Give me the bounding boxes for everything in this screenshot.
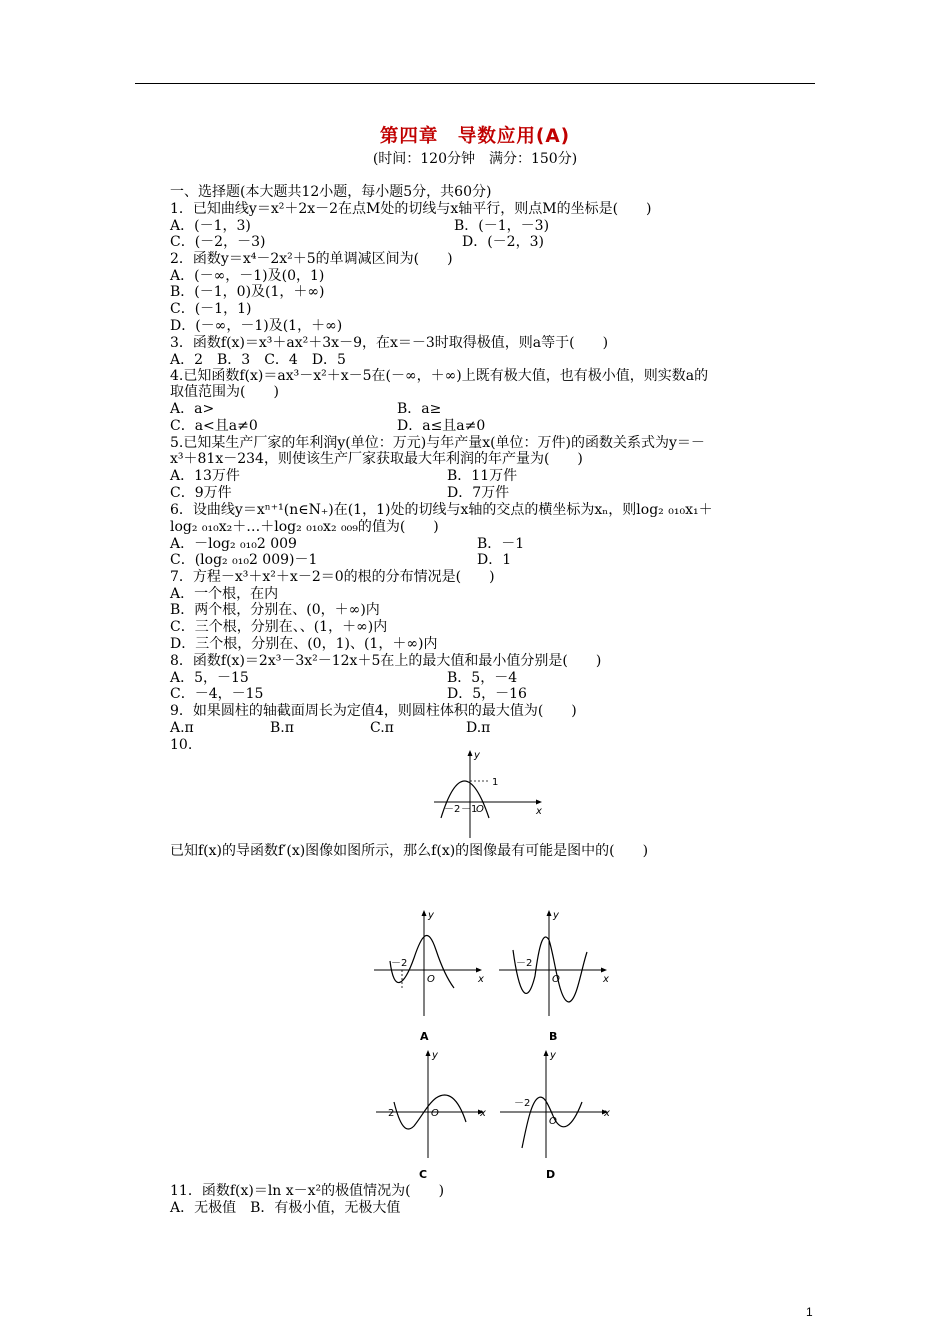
figB-tick: －2 <box>516 958 533 969</box>
q9-option-a: A.π <box>170 720 194 736</box>
q7-option-c: C．三个根，分别在、、(1，＋∞)内 <box>170 619 388 635</box>
q9-option-c: C.π <box>370 720 394 736</box>
option-a-graph <box>370 906 488 1046</box>
fig10-tick-neg-two: －2 <box>444 804 461 815</box>
question-11: 11．函数f(x)＝ln x－x²的极值情况为( ) <box>170 1183 445 1199</box>
fig10-tick-neg-one: －1 <box>461 804 478 815</box>
q2-option-c: C．(－1，1) <box>170 301 252 317</box>
q4-option-b: B．a≥ <box>397 401 442 417</box>
q9-option-d: D.π <box>466 720 491 736</box>
figD-x-label: x <box>604 1108 610 1119</box>
fig10-x-label: x <box>536 806 542 817</box>
q4-option-d: D．a≤且a≠0 <box>397 418 486 434</box>
figD-tick: －2 <box>514 1098 531 1109</box>
page-number: 1 <box>806 1305 813 1319</box>
figB-origin: O <box>552 974 560 985</box>
fig10-tick-one: 1 <box>492 777 499 788</box>
section-heading: 一、选择题(本大题共12小题，每小题5分，共60分) <box>170 184 492 200</box>
q2-option-d: D．(－∞，－1)及(1，＋∞) <box>170 318 343 334</box>
question-8: 8．函数f(x)＝2x³－3x²－12x＋5在上的最大值和最小值分别是( ) <box>170 653 602 669</box>
q4-option-a: A．a> <box>170 401 215 417</box>
figA-y-label: y <box>428 910 434 921</box>
figA-x-label: x <box>478 974 484 985</box>
figC-label: C <box>419 1168 428 1181</box>
q9-option-b: B.π <box>270 720 294 736</box>
question-6-cont: log₂ ₀₁₀x₂＋…＋log₂ ₀₁₀x₂ ₀₀₉的值为( ) <box>170 519 439 535</box>
q2-option-b: B．(－1，0)及(1，＋∞) <box>170 284 325 300</box>
q8-option-b: B．5，－4 <box>447 670 518 686</box>
option-d-graph <box>496 1046 614 1184</box>
q1-option-d: D．(－2，3) <box>462 234 544 250</box>
option-c-graph <box>372 1046 490 1184</box>
question-9: 9．如果圆柱的轴截面周长为定值4，则圆柱体积的最大值为( ) <box>170 703 577 719</box>
question-6: 6．设曲线y＝xⁿ⁺¹(n∈N₊)在(1，1)处的切线与x轴的交点的横坐标为xₙ，则log₂ ₀₁₀x₁＋ <box>170 502 713 518</box>
fig10-origin: O <box>476 804 484 815</box>
q7-option-b: B．两个根，分别在、(0，＋∞)内 <box>170 602 380 618</box>
question-10-number: 10. <box>170 737 193 753</box>
figD-label: D <box>546 1168 556 1181</box>
question-7: 7．方程－x³＋x²＋x－2＝0的根的分布情况是( ) <box>170 569 495 585</box>
header-rule <box>135 83 815 84</box>
figC-x-label: x <box>480 1108 486 1119</box>
q8-option-a: A．5，－15 <box>170 670 249 686</box>
figA-label: A <box>420 1030 429 1043</box>
q1-option-b: B．(－1，－3) <box>454 218 550 234</box>
question-3: 3．函数f(x)＝x³＋ax²＋3x－9，在x＝－3时取得极值，则a等于( ) <box>170 335 609 351</box>
option-b-graph <box>495 906 613 1046</box>
q1-option-c: C．(－2，－3) <box>170 234 266 250</box>
q5-option-b: B．11万件 <box>447 468 518 484</box>
q5-option-c: C．9万件 <box>170 485 232 501</box>
q5-option-a: A．13万件 <box>170 468 240 484</box>
figC-tick: －2 <box>378 1108 395 1119</box>
q1-option-a: A．(－1，3) <box>170 218 251 234</box>
question-1: 1．已知曲线y＝x²＋2x－2在点M处的切线与x轴平行，则点M的坐标是( ) <box>170 201 652 217</box>
page-subtitle: (时间：120分钟 满分：150分) <box>372 151 578 167</box>
q7-option-a: A．一个根，在内 <box>170 586 279 602</box>
question-5: 5.已知某生产厂家的年利润y(单位：万元)与年产量x(单位：万件)的函数关系式为y＝－ <box>170 435 705 451</box>
q5-option-d: D．7万件 <box>447 485 510 501</box>
derivative-graph-figure <box>432 748 547 840</box>
q8-option-c: C．－4，－15 <box>170 686 264 702</box>
figB-x-label: x <box>603 974 609 985</box>
q6-option-d: D．1 <box>477 552 512 568</box>
figD-origin: O <box>549 1116 557 1127</box>
figA-origin: O <box>427 974 435 985</box>
question-10: 已知f(x)的导函数f′(x)图像如图所示，那么f(x)的图像最有可能是图中的( ) <box>170 843 649 859</box>
question-5-cont: x³＋81x－234，则使该生产厂家获取最大年利润的年产量为( ) <box>170 451 583 467</box>
q7-option-d: D．三个根，分别在、(0，1)、(1，＋∞)内 <box>170 636 438 652</box>
page-title: 第四章 导数应用(A) <box>379 126 571 147</box>
figB-label: B <box>549 1030 558 1043</box>
figB-y-label: y <box>553 910 559 921</box>
figA-tick: －2 <box>391 958 408 969</box>
question-4-cont: 取值范围为( ) <box>170 384 279 400</box>
figC-y-label: y <box>432 1050 438 1061</box>
question-4: 4.已知函数f(x)＝ax³－x²＋x－5在(－∞，＋∞)上既有极大值，也有极小值，则实数a的 <box>170 368 709 384</box>
q2-option-a: A．(－∞，－1)及(0，1) <box>170 268 325 284</box>
figD-y-label: y <box>550 1050 556 1061</box>
q6-option-a: A．－log₂ ₀₁₀2 009 <box>170 536 297 552</box>
q11-options: A．无极值 B．有极小值，无极大值 <box>170 1200 401 1216</box>
q4-option-c: C．a<且a≠0 <box>170 418 258 434</box>
q8-option-d: D．5，－16 <box>447 686 527 702</box>
q6-option-b: B．－1 <box>477 536 525 552</box>
question-2: 2．函数y＝x⁴－2x²＋5的单调减区间为( ) <box>170 251 453 267</box>
figC-origin: O <box>431 1108 439 1119</box>
q3-options: A．2 B．3 C．4 D．5 <box>170 352 346 368</box>
fig10-y-label: y <box>474 750 480 761</box>
q6-option-c: C．(log₂ ₀₁₀2 009)－1 <box>170 552 318 568</box>
